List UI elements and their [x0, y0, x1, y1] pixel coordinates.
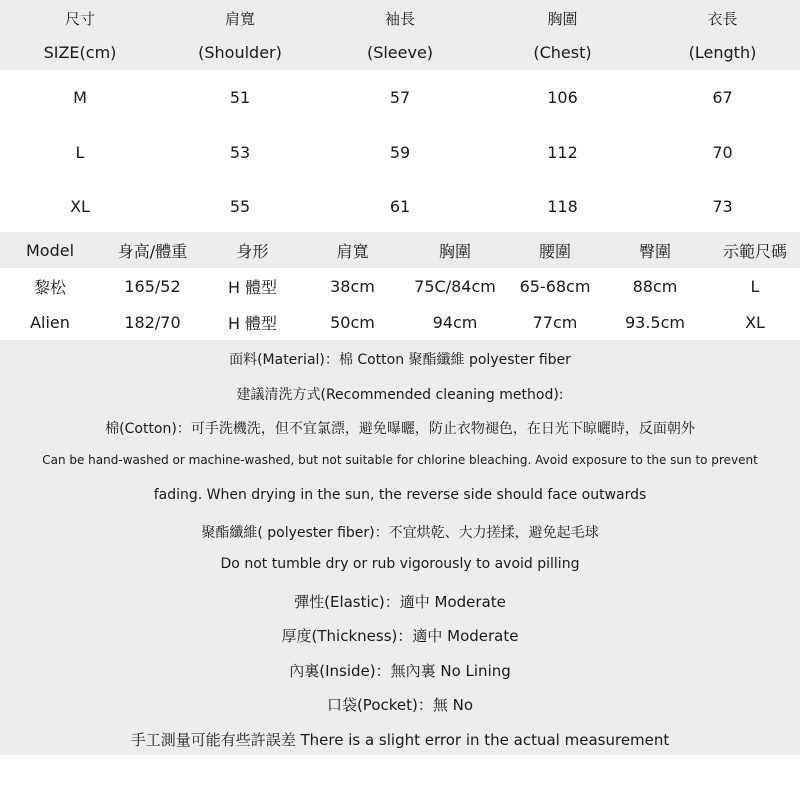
model-cell: L — [750, 276, 760, 296]
model-header-cell: 胸圍 — [438, 241, 471, 261]
model-header-cell: Model — [25, 240, 75, 260]
size-cell: 70 — [712, 143, 733, 162]
size-row-xl — [0, 180, 800, 232]
model-cell: 165/52 — [124, 276, 181, 296]
size-cell: 57 — [389, 88, 411, 107]
size-cell: 53 — [229, 143, 251, 162]
header-sleeve — [320, 0, 480, 70]
model-cell: XL — [745, 312, 765, 332]
model-cell: 93.5cm — [624, 312, 685, 332]
cotton-care-en-1: Can be hand-washed or machine-washed, but not suitable for chlorine bleaching. Avoid exposure to the sun to prevent — [42, 453, 758, 467]
model-row — [0, 268, 800, 304]
header-size — [0, 0, 160, 70]
size-table-header — [0, 0, 800, 70]
care-info-block — [0, 340, 800, 755]
size-cell: L — [75, 143, 85, 162]
header-size-zh: 尺寸 — [64, 10, 95, 28]
size-cell: XL — [70, 196, 90, 216]
size-row-l — [0, 125, 800, 180]
header-length-zh: 衣長 — [707, 10, 738, 28]
model-cell: 65-68cm — [519, 276, 591, 296]
header-sleeve-en: (Sleeve) — [366, 43, 434, 62]
cleaning-title: 建議清洗方式(Recommended cleaning method): — [236, 387, 564, 403]
model-header-cell: 肩寬 — [336, 241, 369, 261]
size-cell: 73 — [712, 196, 733, 216]
size-cell: 67 — [712, 88, 733, 107]
cotton-care-en-2: fading. When drying in the sun, the reverse side should face outwards — [153, 487, 647, 503]
header-chest-en: (Chest) — [533, 43, 592, 62]
model-row — [0, 304, 800, 340]
model-cell: 88cm — [632, 276, 678, 296]
inside-line: 內裏(Inside)：無內裏 No Lining — [289, 662, 511, 680]
model-header-cell: 臀圍 — [638, 241, 671, 261]
header-length-en: (Length) — [688, 43, 757, 62]
size-row-m — [0, 70, 800, 125]
polyester-care-en: Do not tumble dry or rub vigorously to avoid pilling — [220, 556, 580, 572]
model-header-cell: 示範尺碼 — [722, 241, 787, 261]
model-cell: 50cm — [330, 312, 375, 332]
size-cell: 51 — [229, 88, 251, 107]
pocket-line: 口袋(Pocket)：無 No — [326, 696, 474, 714]
model-header-cell: 身高/體重 — [117, 241, 188, 261]
measurement-note: 手工測量可能有些許誤差 There is a slight error in the actual measurement — [130, 731, 670, 749]
model-cell: 75C/84cm — [414, 276, 496, 296]
size-cell: 106 — [547, 88, 578, 107]
cotton-care-zh: 棉(Cotton)：可手洗機洗，但不宜氯漂，避免曝曬，防止衣物褪色，在日光下晾曬時，反面朝外 — [105, 421, 695, 437]
size-cell: 61 — [389, 196, 411, 216]
polyester-care-zh: 聚酯纖維( polyester fiber)：不宜烘乾、大力搓揉，避免起毛球 — [201, 525, 599, 541]
size-cell: 112 — [547, 143, 578, 162]
header-length — [645, 0, 800, 70]
header-sleeve-zh: 袖長 — [384, 10, 415, 28]
header-shoulder-zh: 肩寬 — [224, 10, 255, 28]
size-cell: 118 — [547, 196, 578, 216]
size-cell: 55 — [229, 196, 251, 216]
thickness-line: 厚度(Thickness)：適中 Moderate — [281, 627, 519, 645]
model-cell: 182/70 — [124, 312, 181, 332]
size-cell: M — [73, 88, 87, 107]
header-shoulder-en: (Shoulder) — [198, 43, 282, 62]
header-chest — [480, 0, 645, 70]
header-chest-zh: 胸圍 — [547, 10, 578, 28]
header-shoulder — [160, 0, 320, 70]
header-size-en: SIZE(cm) — [43, 43, 117, 62]
model-cell: 77cm — [532, 312, 578, 332]
model-table-header — [0, 232, 800, 268]
model-cell: H 體型 — [227, 313, 278, 333]
size-cell: 59 — [389, 143, 411, 162]
model-cell: 94cm — [432, 312, 478, 332]
model-cell: 黎松 — [33, 277, 66, 297]
material-line: 面料(Material)：棉 Cotton 聚酯纖維 polyester fiber — [229, 352, 571, 368]
model-header-cell: 身形 — [236, 241, 269, 261]
elastic-line: 彈性(Elastic)：適中 Moderate — [294, 593, 506, 611]
model-header-cell: 腰圍 — [538, 241, 571, 261]
model-cell: 38cm — [330, 276, 375, 296]
model-cell: H 體型 — [227, 277, 278, 297]
model-cell: Alien — [30, 312, 70, 332]
